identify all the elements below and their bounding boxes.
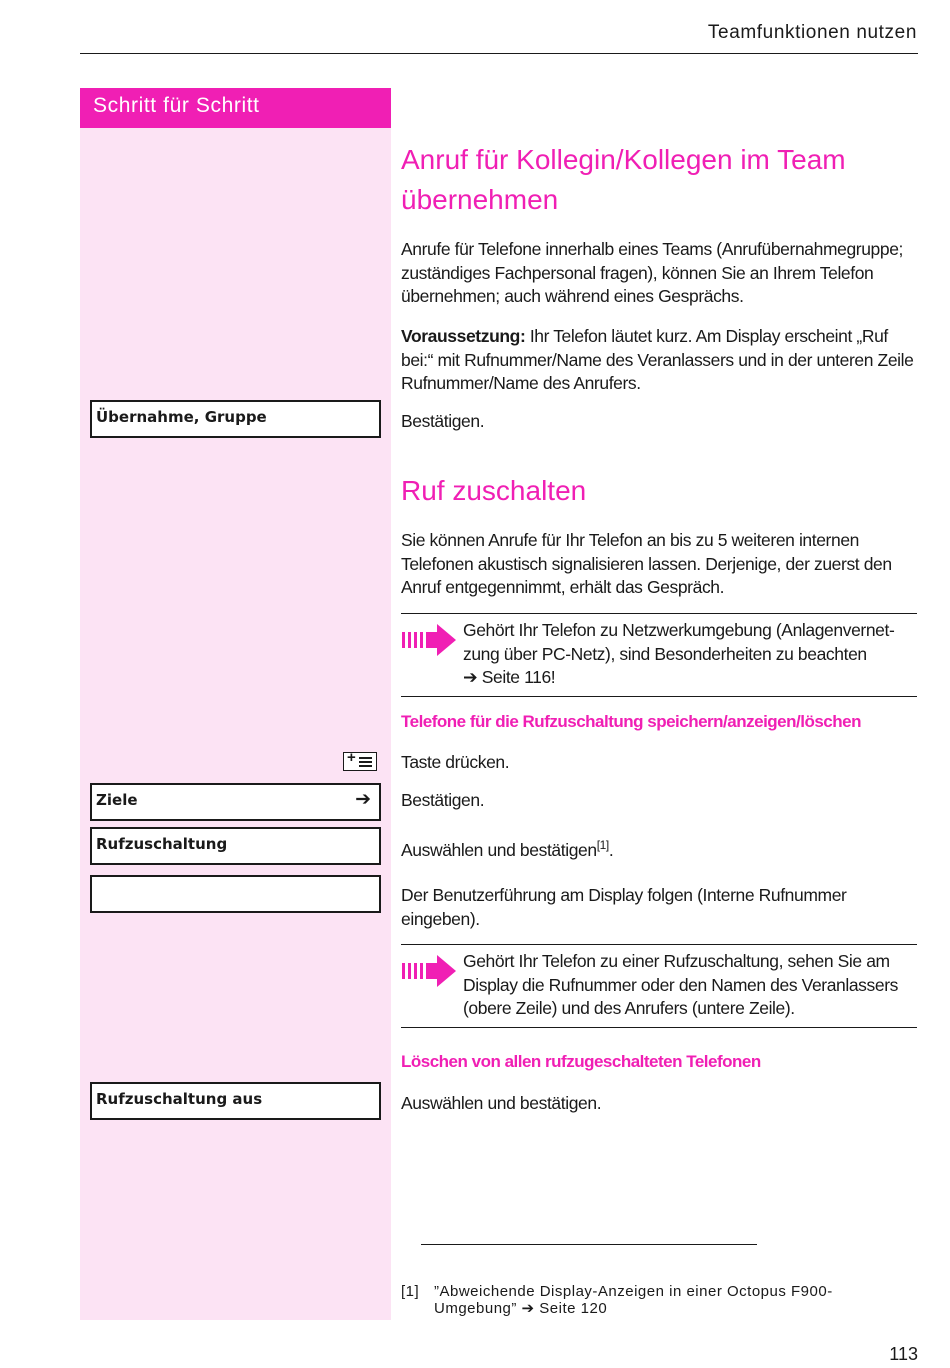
sidebar-title: Schritt für Schritt	[93, 94, 260, 117]
sidebar-header	[80, 88, 391, 128]
step-select-confirm	[401, 834, 919, 862]
footnote-text: ”Abweichende Display-Anzeigen in einer Octopus F900-Umgebung” ➔ Seite 120	[434, 1283, 833, 1317]
prerequisite-label: Voraussetzung:	[401, 326, 526, 346]
menu-key-icon: +	[343, 752, 377, 771]
note-rufzuschaltung: Gehört Ihr Telefon zu einer Rufzuschaltung, sehen Sie am Display die Rufnummer oder den Namen des Veranlassers (obere Zeile) und des Anrufers (untere Zeile).	[463, 951, 898, 1018]
note-network-line: zung über PC-Netz), sind Besonderheiten zu beachten	[463, 643, 867, 664]
section1-prerequisite	[401, 325, 919, 396]
page-number: 113	[889, 1344, 918, 1364]
prerequisite-text: Ihr Telefon läutet kurz. Am Display erscheint „Ruf bei:“ mit Rufnummer/Name des Veranlassers und in der unteren Zeile Rufnummer/Name des Anrufers.	[401, 326, 914, 393]
subsection-title-loeschen: Löschen von allen rufzugeschalteten Telefonen	[401, 1052, 761, 1071]
step-follow-display: Der Benutzerführung am Display folgen (Interne Rufnummer eingeben).	[401, 885, 847, 929]
display-option-uebernahme-gruppe[interactable]	[90, 400, 381, 438]
display-option-label: Übernahme, Gruppe	[96, 408, 267, 426]
step-select-end: .	[608, 839, 614, 860]
subsection-title-speichern: Telefone für die Rufzuschaltung speichern/anzeigen/löschen	[401, 712, 861, 731]
note-arrow-icon	[401, 622, 457, 658]
header-divider	[80, 53, 918, 54]
display-empty-field[interactable]	[90, 875, 381, 913]
footnote-ref[interactable]: [1]	[596, 838, 609, 852]
note-divider-top	[401, 944, 917, 945]
display-option-rufzuschaltung[interactable]	[90, 827, 381, 865]
section1-intro: Anrufe für Telefone innerhalb eines Teams (Anrufübernahmegruppe; zuständiges Fachpersonal fragen), können Sie an Ihrem Telefon übernehmen; auch während eines Gesprächs.	[401, 239, 904, 306]
step-select-confirm-aus: Auswählen und bestätigen.	[401, 1093, 602, 1113]
arrow-right-icon: ➔	[355, 788, 371, 810]
display-option-label: Ziele	[96, 791, 138, 809]
running-header: Teamfunktionen nutzen	[707, 22, 917, 43]
step-select-text: Auswählen und bestätigen	[401, 839, 597, 860]
note-divider-bottom	[401, 696, 917, 697]
display-option-label: Rufzuschaltung	[96, 835, 228, 853]
display-option-label: Rufzuschaltung aus	[96, 1090, 263, 1108]
display-option-ziele[interactable]	[90, 783, 381, 821]
step-confirm-ziele: Bestätigen.	[401, 790, 485, 810]
note-network-line: Gehört Ihr Telefon zu Netzwerkumgebung (Anlagenvernet-	[463, 620, 895, 640]
step-key-press: Taste drücken.	[401, 752, 510, 772]
section-title-line1: Anruf für Kollegin/Kollegen im Team	[401, 144, 846, 175]
note-network	[463, 619, 919, 690]
step-confirm-text: Bestätigen.	[401, 411, 485, 431]
section-title-line2: übernehmen	[401, 184, 559, 215]
note-network-link: ➔ Seite 116!	[463, 667, 556, 687]
note-arrow-icon	[401, 953, 457, 989]
note-divider-bottom	[401, 1027, 917, 1028]
note-divider-top	[401, 613, 917, 614]
section-title-ruf-zuschalten: Ruf zuschalten	[401, 475, 587, 506]
display-option-rufzuschaltung-aus[interactable]	[90, 1082, 381, 1120]
step-by-step-sidebar	[80, 88, 391, 1320]
section2-intro: Sie können Anrufe für Ihr Telefon an bis zu 5 weiteren internen Telefonen akustisch signalisieren lassen. Derjenige, der zuerst den Anruf entgegennimmt, erhält das Gespräch.	[401, 530, 892, 597]
footnote-divider	[421, 1244, 757, 1245]
footnote-marker: [1]	[401, 1283, 420, 1300]
